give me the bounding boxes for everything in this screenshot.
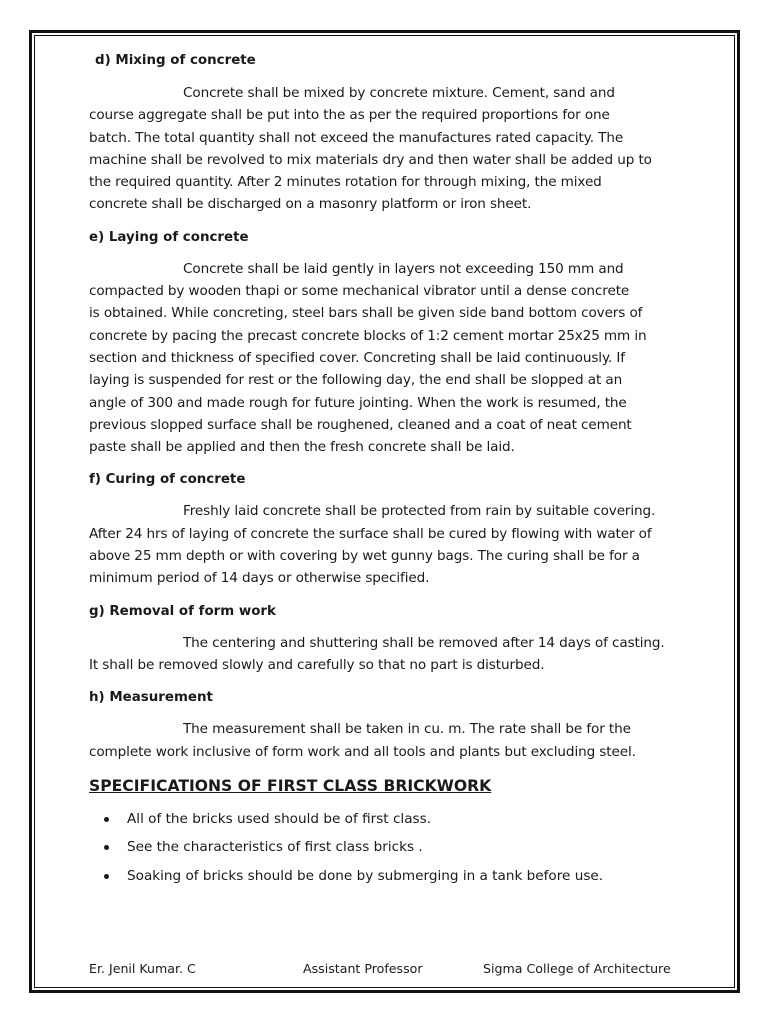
section-formwork [89,603,707,677]
section-laying [89,229,707,459]
footer-institution: Sigma College of Architecture [483,961,671,976]
brickwork-bullet-list [89,805,707,891]
section-heading: g) Removal of form work [89,603,276,619]
bullet-icon [104,845,109,850]
list-item-text: See the characteristics of first class bricks . [127,839,423,856]
section-body: The centering and shuttering shall be removed after 14 days of casting. It shall be removed slowly and carefully so that no part is disturbed. [89,634,665,673]
list-item [89,833,707,862]
list-item-text: All of the bricks used should be of first class. [127,810,432,827]
list-item [89,805,707,834]
section-heading: h) Measurement [89,690,213,706]
section-mixing [89,52,707,216]
section-heading: f) Curing of concrete [89,472,246,488]
list-item-text: Soaking of bricks should be done by submerging in a tank before use. [127,867,604,884]
section-measurement [89,689,707,763]
section-curing [89,471,707,589]
page-content [89,52,707,890]
section-heading: d) Mixing of concrete [95,53,256,68]
brickwork-title: SPECIFICATIONS OF FIRST CLASS BRICKWORK [89,776,492,795]
footer-designation: Assistant Professor [303,961,423,976]
footer-author: Er. Jenil Kumar. C [89,961,196,976]
section-body: The measurement shall be taken in cu. m. The rate shall be for the complete work inclusive of form work and all tools and plants but excluding steel. [89,721,636,760]
section-body: Concrete shall be mixed by concrete mixture. Cement, sand and course aggregate shall be put into the as per the required proportions for one batch. The total quantity shall not exceed the manufactures rated capacity. The machine shall be revolved to mix materials dry and then water shall be added up to the required quantity. After 2 minutes rotation for through mixing, the mixed concrete shall be discharged on a masonry platform or iron sheet. [89,85,652,213]
section-body: Freshly laid concrete shall be protected from rain by suitable covering. After 24 hrs of laying of concrete the surface shall be cured by flowing with water of above 25 mm depth or with covering by wet gunny bags. The curing shall be for a minimum period of 14 days or otherwise specified. [89,503,656,587]
section-body: Concrete shall be laid gently in layers not exceeding 150 mm and compacted by wooden thapi or some mechanical vibrator until a dense concrete is obtained. While concreting, steel bars shall be given side band bottom covers of concrete by pacing the precast concrete blocks of 1:2 cement mortar 25x25 mm in section and thickness of specified cover. Concreting shall be laid continuously. If laying is suspended for rest or the following day, the end shall be slopped at an angle of 300 and made rough for future jointing. When the work is resumed, the previous slopped surface shall be roughened, cleaned and a coat of neat cement paste shall be applied and then the fresh concrete shall be laid. [89,260,647,456]
section-heading: e) Laying of concrete [89,229,249,245]
list-item [89,862,707,891]
bullet-icon [104,817,109,822]
bullet-icon [104,874,109,879]
